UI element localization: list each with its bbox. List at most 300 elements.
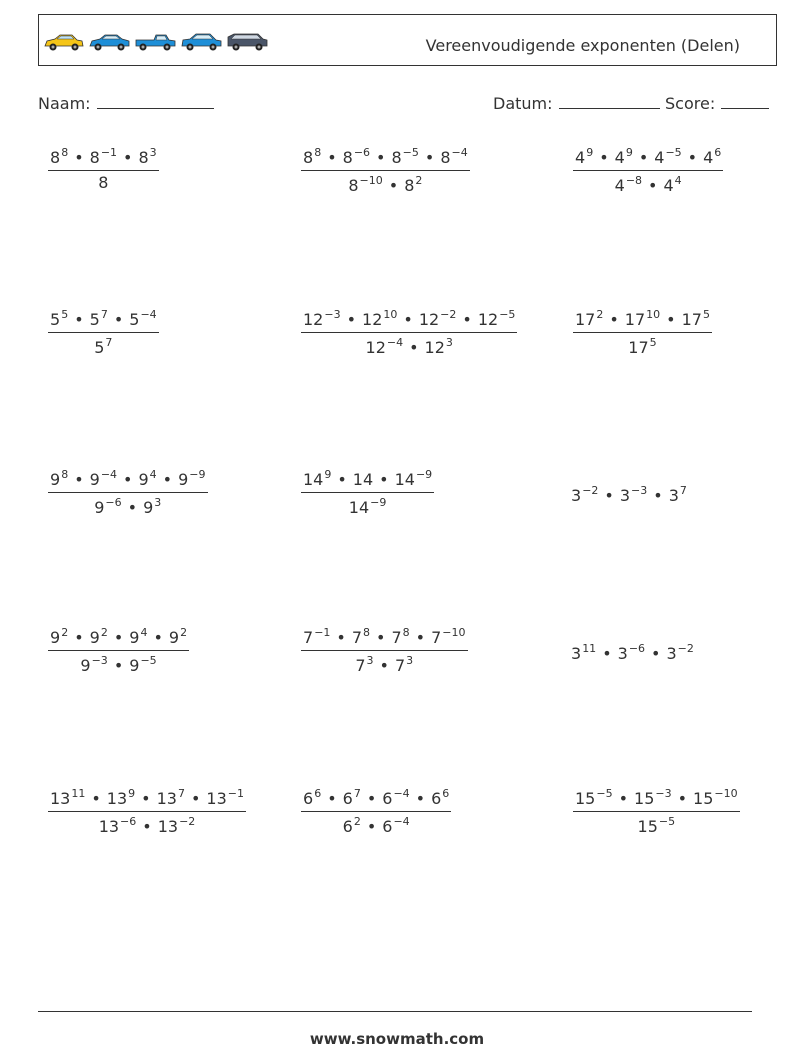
power-term	[618, 644, 645, 663]
power-term	[343, 148, 370, 167]
multiply-dot: •	[123, 148, 133, 167]
numerator	[48, 627, 189, 650]
exponent: −10	[359, 174, 383, 187]
exponent: 4	[149, 468, 157, 481]
exponent: 2	[61, 626, 69, 639]
multiply-dot: •	[327, 789, 337, 808]
power-term	[343, 789, 361, 808]
base: 8	[391, 148, 402, 167]
exponent: −9	[370, 496, 387, 509]
date-label: Datum:	[493, 94, 553, 113]
base: 17	[628, 338, 649, 357]
exponent: −4	[140, 308, 157, 321]
exponent: −5	[402, 146, 419, 159]
exponent: 7	[679, 484, 687, 497]
exponent: −1	[100, 146, 118, 159]
base: 9	[168, 628, 180, 647]
power-term	[478, 310, 516, 329]
power-term	[303, 148, 321, 167]
power-term	[620, 486, 647, 505]
denominator	[301, 492, 434, 516]
denominator	[48, 492, 208, 516]
power-term	[352, 628, 370, 647]
power-term	[404, 176, 422, 195]
exponent: −3	[324, 308, 341, 321]
power-term	[98, 173, 108, 192]
multiply-dot: •	[462, 310, 472, 329]
power-term	[90, 148, 117, 167]
multiply-dot: •	[376, 628, 386, 647]
multiply-dot: •	[609, 310, 619, 329]
numerator	[301, 147, 470, 170]
power-term	[107, 789, 135, 808]
power-term	[666, 644, 693, 663]
exponent: −8	[625, 174, 643, 187]
power-term	[362, 310, 397, 329]
multiply-dot: •	[336, 628, 346, 647]
base: 9	[143, 498, 154, 517]
numerator	[48, 469, 208, 492]
multiply-dot: •	[337, 470, 347, 489]
worksheet-title: Vereenvoudigende exponenten (Delen)	[425, 36, 740, 55]
base: 3	[666, 644, 677, 663]
blue-sedan-icon	[88, 31, 131, 53]
score-field	[665, 93, 769, 113]
base: 7	[351, 628, 363, 647]
base: 8	[440, 148, 451, 167]
multiply-dot: •	[379, 470, 389, 489]
fraction	[573, 788, 740, 835]
blue-pickup-icon	[134, 31, 177, 53]
power-term	[440, 148, 467, 167]
power-term	[628, 338, 656, 357]
exponent: 2	[596, 308, 604, 321]
exponent: 8	[314, 146, 322, 159]
denominator	[48, 170, 159, 191]
multiply-dot: •	[346, 310, 357, 329]
power-term	[395, 470, 433, 489]
multiply-dot: •	[409, 338, 419, 357]
multiply-dot: •	[403, 310, 413, 329]
base: 5	[89, 310, 100, 329]
blue-hatchback-icon	[180, 31, 223, 53]
fraction	[301, 788, 451, 835]
base: 9	[129, 656, 140, 675]
fraction	[301, 147, 470, 194]
numerator	[48, 147, 159, 170]
problem-14	[301, 788, 451, 835]
base: 8	[50, 148, 61, 167]
power-term	[431, 789, 449, 808]
multiply-dot: •	[142, 817, 152, 836]
exponent: 10	[383, 308, 398, 321]
power-term	[355, 656, 373, 675]
exponent: 4	[674, 174, 682, 187]
power-term	[50, 470, 68, 489]
exponent: −6	[628, 642, 646, 655]
base: 8	[89, 148, 100, 167]
problem-11	[301, 627, 468, 674]
power-term	[366, 338, 404, 357]
power-term	[50, 148, 68, 167]
exponent: −2	[582, 484, 599, 497]
denominator	[301, 650, 468, 674]
multiply-dot: •	[388, 176, 399, 195]
power-term	[80, 656, 107, 675]
power-term	[94, 498, 121, 517]
base: 7	[431, 628, 442, 647]
power-term	[50, 789, 85, 808]
exponent: −9	[415, 468, 433, 481]
exponent: 8	[61, 146, 69, 159]
problem-7	[48, 469, 208, 516]
multiply-dot: •	[327, 148, 337, 167]
power-term	[143, 498, 161, 517]
multiply-dot: •	[415, 789, 426, 808]
fraction	[573, 147, 723, 194]
power-term	[571, 486, 598, 505]
denominator	[301, 811, 451, 835]
exponent: −4	[451, 146, 468, 159]
base: 3	[571, 644, 582, 663]
multiply-dot: •	[91, 789, 101, 808]
multiply-dot: •	[379, 656, 389, 675]
base: 9	[80, 656, 91, 675]
exponent: −4	[393, 787, 410, 800]
numerator	[573, 309, 712, 332]
exponent: 6	[442, 787, 450, 800]
multiply-dot: •	[74, 310, 84, 329]
base: 12	[418, 310, 440, 329]
base: 5	[129, 310, 140, 329]
multiply-dot: •	[638, 148, 649, 167]
base: 13	[206, 789, 227, 808]
power-term	[419, 310, 457, 329]
problem-1	[48, 147, 159, 191]
base: 6	[431, 789, 442, 808]
base: 17	[681, 310, 702, 329]
exponent: 5	[702, 308, 710, 321]
exponent: −6	[353, 146, 371, 159]
exponent: −5	[499, 308, 516, 321]
multiply-dot: •	[651, 644, 661, 663]
base: 3	[619, 486, 631, 505]
numerator	[301, 627, 468, 650]
base: 9	[50, 470, 61, 489]
exponent: 2	[353, 815, 361, 828]
base: 6	[303, 789, 314, 808]
multiply-dot: •	[153, 628, 163, 647]
fraction	[48, 627, 189, 674]
multiply-dot: •	[366, 817, 377, 836]
exponent: −1	[227, 787, 244, 800]
problem-3	[573, 147, 723, 194]
base: 13	[50, 789, 71, 808]
denominator	[573, 811, 740, 835]
exponent: −5	[140, 654, 157, 667]
car-icons	[42, 29, 269, 53]
multiply-dot: •	[415, 628, 426, 647]
base: 6	[342, 789, 353, 808]
power-term	[90, 628, 108, 647]
exponent: −4	[393, 815, 410, 828]
exponent: 9	[586, 146, 594, 159]
power-term	[391, 628, 409, 647]
numerator	[48, 788, 246, 811]
power-term	[693, 789, 738, 808]
power-term	[50, 310, 68, 329]
exponent: 3	[366, 654, 374, 667]
numerator	[48, 309, 159, 332]
date-field	[493, 93, 660, 113]
power-term	[634, 789, 672, 808]
base: 13	[106, 789, 128, 808]
exponent: 2	[180, 626, 188, 639]
denominator	[301, 332, 517, 356]
exponent: −3	[655, 787, 672, 800]
base: 4	[663, 176, 674, 195]
base: 14	[394, 470, 415, 489]
problem-4	[48, 309, 159, 356]
denominator	[48, 332, 159, 356]
base: 9	[89, 628, 100, 647]
base: 7	[394, 656, 406, 675]
exponent: 3	[445, 336, 453, 349]
base: 4	[703, 148, 714, 167]
denominator	[573, 332, 712, 356]
power-term	[348, 176, 382, 195]
exponent: 7	[353, 787, 361, 800]
power-term	[303, 310, 341, 329]
base: 15	[637, 817, 658, 836]
base: 7	[355, 656, 366, 675]
base: 9	[50, 628, 61, 647]
base: 13	[98, 817, 120, 836]
exponent: −5	[658, 815, 676, 828]
name-blank[interactable]	[97, 93, 214, 109]
exponent: −3	[631, 484, 648, 497]
power-term	[138, 148, 156, 167]
multiply-dot: •	[74, 470, 84, 489]
power-term	[391, 148, 418, 167]
exponent: −6	[120, 815, 137, 828]
base: 13	[157, 817, 179, 836]
exponent: −4	[386, 336, 404, 349]
exponent: −6	[105, 496, 122, 509]
fraction	[48, 469, 208, 516]
base: 8	[342, 148, 353, 167]
exponent: −4	[100, 468, 118, 481]
multiply-dot: •	[113, 310, 124, 329]
power-term	[703, 148, 721, 167]
multiply-dot: •	[366, 789, 377, 808]
power-term	[90, 470, 117, 489]
exponent: −10	[442, 626, 466, 639]
power-term	[395, 656, 413, 675]
multiply-dot: •	[113, 628, 124, 647]
exponent: 9	[625, 146, 633, 159]
exponent: 11	[582, 642, 597, 655]
power-term	[138, 470, 156, 489]
multiply-dot: •	[424, 148, 435, 167]
power-term	[571, 644, 596, 663]
power-term	[575, 789, 613, 808]
base: 12	[303, 310, 324, 329]
power-term	[575, 310, 603, 329]
base: 14	[303, 470, 324, 489]
base: 3	[668, 486, 679, 505]
yellow-car-icon	[42, 31, 85, 53]
base: 15	[634, 789, 655, 808]
power-term	[349, 498, 387, 517]
power-term	[663, 176, 681, 195]
base: 7	[303, 628, 314, 647]
multiply-dot: •	[74, 148, 84, 167]
multiply-dot: •	[190, 789, 201, 808]
exponent: −1	[314, 626, 331, 639]
exponent: −2	[440, 308, 457, 321]
multiply-dot: •	[376, 148, 386, 167]
exponent: −2	[677, 642, 694, 655]
exponent: −2	[179, 815, 196, 828]
exponent: 8	[363, 626, 371, 639]
score-blank[interactable]	[721, 93, 769, 109]
power-term	[94, 338, 112, 357]
base: 17	[575, 310, 596, 329]
problem-8	[301, 469, 434, 516]
base: 4	[614, 148, 625, 167]
power-term	[157, 789, 185, 808]
fraction	[48, 788, 246, 835]
multiply-dot: •	[653, 486, 663, 505]
exponent: 10	[646, 308, 661, 321]
base: 6	[382, 789, 393, 808]
exponent: 5	[61, 308, 69, 321]
denominator	[573, 170, 723, 194]
exponent: 7	[177, 787, 185, 800]
exponent: 3	[406, 654, 414, 667]
base: 14	[352, 470, 374, 489]
power-term	[575, 148, 593, 167]
multiply-dot: •	[677, 789, 688, 808]
exponent: 11	[71, 787, 86, 800]
exponent: 9	[324, 468, 332, 481]
exponent: 9	[128, 787, 136, 800]
footer-divider	[38, 1011, 752, 1012]
problem-2	[301, 147, 470, 194]
base: 9	[94, 498, 105, 517]
base: 9	[129, 628, 140, 647]
exponent: 4	[140, 626, 148, 639]
fraction	[301, 469, 434, 516]
problem-13	[48, 788, 246, 835]
dark-suv-icon	[226, 31, 269, 53]
multiply-dot: •	[618, 789, 629, 808]
fraction	[301, 309, 517, 356]
power-term	[303, 628, 330, 647]
power-term	[129, 628, 147, 647]
power-term	[382, 817, 409, 836]
power-term	[178, 470, 205, 489]
base: 13	[156, 789, 177, 808]
expression	[571, 643, 694, 662]
base: 6	[342, 817, 353, 836]
base: 15	[575, 789, 596, 808]
exponent: 7	[100, 308, 108, 321]
problem-5	[301, 309, 517, 356]
base: 8	[138, 148, 149, 167]
power-term	[625, 310, 660, 329]
base: 15	[693, 789, 714, 808]
numerator	[573, 788, 740, 811]
base: 8	[404, 176, 415, 195]
power-term	[343, 817, 361, 836]
power-term	[638, 817, 676, 836]
numerator	[573, 147, 723, 170]
base: 9	[89, 470, 100, 489]
base: 3	[617, 644, 628, 663]
base: 8	[348, 176, 359, 195]
fraction	[48, 147, 159, 191]
problem-15	[573, 788, 740, 835]
name-label: Naam:	[38, 94, 91, 113]
denominator	[48, 811, 246, 835]
date-blank[interactable]	[559, 93, 660, 109]
exponent: 7	[105, 336, 113, 349]
problem-6	[573, 309, 712, 356]
multiply-dot: •	[599, 148, 609, 167]
power-term	[129, 656, 156, 675]
power-term	[303, 470, 331, 489]
power-term	[206, 789, 244, 808]
base: 12	[365, 338, 386, 357]
exponent: −5	[596, 787, 613, 800]
base: 14	[348, 498, 370, 517]
fraction	[301, 627, 468, 674]
exponent: 8	[402, 626, 410, 639]
exponent: 8	[61, 468, 69, 481]
base: 5	[94, 338, 105, 357]
fraction	[48, 309, 159, 356]
power-term	[615, 176, 642, 195]
power-term	[682, 310, 710, 329]
multiply-dot: •	[648, 176, 658, 195]
multiply-dot: •	[113, 656, 124, 675]
base: 17	[624, 310, 646, 329]
power-term	[158, 817, 196, 836]
multiply-dot: •	[127, 498, 138, 517]
multiply-dot: •	[162, 470, 173, 489]
power-term	[90, 310, 108, 329]
exponent: 5	[649, 336, 657, 349]
base: 9	[138, 470, 149, 489]
base: 8	[303, 148, 314, 167]
power-term	[654, 148, 681, 167]
power-term	[129, 310, 156, 329]
exponent: −5	[665, 146, 682, 159]
numerator	[301, 788, 451, 811]
numerator	[301, 469, 434, 492]
exponent: 2	[100, 626, 108, 639]
score-label: Score:	[665, 94, 716, 113]
base: 4	[654, 148, 665, 167]
base: 5	[50, 310, 61, 329]
base: 8	[98, 173, 109, 192]
fraction	[573, 309, 712, 356]
multiply-dot: •	[687, 148, 698, 167]
base: 12	[477, 310, 499, 329]
base: 7	[391, 628, 402, 647]
